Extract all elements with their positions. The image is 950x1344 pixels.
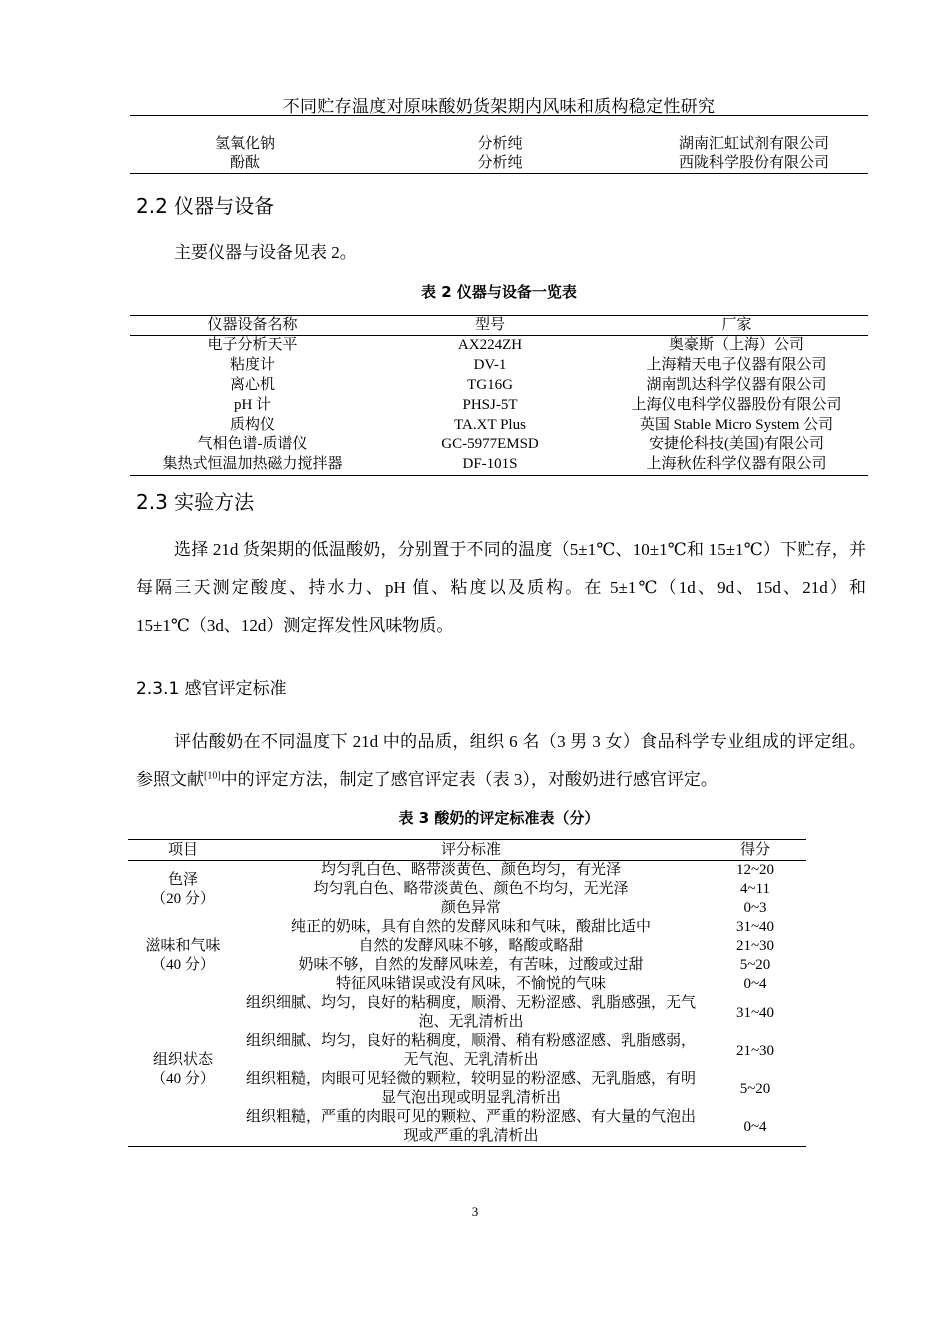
reagent-maker: 西陇科学股份有限公司: [678, 155, 829, 171]
instrument-name: 电子分析天平: [207, 337, 298, 354]
reagent-name: 酚酞: [229, 155, 260, 171]
table-row: [130, 435, 868, 455]
table-row: [130, 455, 868, 475]
instrument-model: TG16G: [467, 376, 513, 393]
reagent-grade: 分析纯: [477, 155, 523, 171]
paragraph-2-3-1: [136, 723, 866, 799]
section-heading-2-3: 2.3 实验方法: [136, 490, 255, 514]
criterion: 纯正的奶味，具有自然的发酵风味和气味，酸甜比适中: [290, 919, 651, 935]
table-row: [130, 356, 868, 376]
item-points: （40 分）: [151, 1071, 215, 1087]
criterion: 组织细腻、均匀，良好的粘稠度，顺滑、稍有粉感涩感、乳脂感弱，无气泡、无乳清析出: [245, 1033, 696, 1068]
score: 31~40: [735, 919, 775, 935]
instrument-maker: 湖南凯达科学仪器有限公司: [646, 376, 827, 393]
instrument-maker: 上海仪电科学仪器股份有限公司: [631, 396, 842, 413]
table-header-row: [130, 316, 868, 336]
paragraph-2-3: 选择 21d 货架期的低温酸奶，分别置于不同的温度（5±1℃、10±1℃和 15±1℃）下贮存，并每隔三天测定酸度、持水力、pH 值、粘度以及质构。在 5±1℃（1d、9d、15d、21d）和 15±1℃（3d、12d）测定挥发性风味物质。: [136, 540, 866, 635]
score: 21~30: [735, 938, 775, 954]
column-header: 得分: [704, 840, 806, 861]
instrument-name: 集热式恒温加热磁力搅拌器: [162, 456, 343, 473]
table2-caption: 表 2 仪器与设备一览表: [421, 283, 577, 301]
header-rule: [130, 115, 868, 116]
reagent-maker: 湖南汇虹试剂有限公司: [678, 136, 829, 152]
instrument-model: GC-5977EMSD: [441, 436, 539, 453]
score: 12~20: [735, 862, 775, 878]
item-name: 组织状态: [152, 1052, 213, 1068]
instrument-name: 粘度计: [229, 357, 275, 374]
instrument-maker: 奥豪斯（上海）公司: [668, 337, 804, 354]
score: 5~20: [739, 957, 771, 973]
criterion: 自然的发酵风味不够，略酸或略甜: [358, 938, 584, 954]
criterion: 均匀乳白色、略带淡黄色、颜色不均匀，无光泽: [313, 881, 629, 897]
score: 0~4: [743, 976, 767, 992]
instrument-maker: 上海精天电子仪器有限公司: [646, 357, 827, 374]
paragraph-text: 评估酸奶在不同温度下 21d 中的品质，组织 6 名（3 男 3 女）食品科学专业组成的评定组。参照文献: [136, 732, 866, 789]
item-name: 色泽: [167, 871, 198, 888]
table3: [128, 839, 806, 1147]
criterion: 组织粗糙，严重的肉眼可见的颗粒、严重的粉涩感、有大量的气泡出现或严重的乳清析出: [245, 1109, 696, 1144]
table-row: [130, 376, 868, 396]
instrument-maker: 安捷伦科技(美国)有限公司: [649, 436, 824, 453]
criterion: 组织细腻、均匀，良好的粘稠度，顺滑、无粉涩感、乳脂感强，无气泡、无乳清析出: [245, 995, 696, 1030]
table-row: [130, 415, 868, 435]
criterion: 组织粗糙，肉眼可见轻微的颗粒，较明显的粉涩感、无乳脂感，有明显气泡出现或明显乳清析出: [245, 1071, 696, 1106]
table-row: [128, 861, 806, 881]
column-header: 评分标准: [238, 840, 704, 861]
score: 31~40: [735, 1004, 775, 1021]
instrument-name: pH 计: [233, 396, 272, 413]
instrument-model: DV-1: [473, 357, 507, 374]
table1-continuation: [130, 135, 868, 174]
instrument-name: 离心机: [229, 376, 275, 393]
table-row: [128, 994, 806, 1032]
paragraph-text: 中的评定方法，制定了感官评定表（表 3），对酸奶进行感官评定。: [220, 770, 718, 789]
item-cell: [128, 861, 238, 919]
item-name: 滋味和气味: [145, 938, 221, 954]
item-points: （20 分）: [151, 890, 215, 907]
criterion: 特征风味错误或没有风味，不愉悦的气味: [335, 976, 606, 992]
score: 21~30: [735, 1042, 775, 1059]
reagent-grade: 分析纯: [477, 136, 523, 152]
column-header: 仪器设备名称: [130, 316, 375, 336]
section-heading-2-2: 2.2 仪器与设备: [136, 194, 275, 218]
citation-ref: [10]: [204, 770, 221, 782]
item-cell: [128, 918, 238, 994]
instrument-name: 气相色谱-质谱仪: [197, 436, 308, 453]
instrument-model: AX224ZH: [457, 337, 523, 354]
score: 4~11: [739, 881, 771, 897]
instrument-maker: 英国 Stable Micro System 公司: [639, 416, 834, 433]
table-row: [130, 395, 868, 415]
reagent-name: 氢氧化钠: [214, 136, 275, 152]
table-row: [130, 336, 868, 356]
column-header: 厂家: [605, 316, 868, 336]
instrument-name: 质构仪: [229, 416, 275, 433]
running-header: 不同贮存温度对原味酸奶货架期内风味和质构稳定性研究: [282, 97, 716, 116]
criterion: 颜色异常: [440, 900, 501, 916]
table-header-row: [128, 840, 806, 861]
page-number: 3: [471, 1204, 479, 1219]
table-row: [130, 154, 868, 174]
score: 5~20: [739, 1080, 771, 1097]
paragraph-2-2: 主要仪器与设备见表 2。: [174, 243, 357, 262]
item-cell: [128, 994, 238, 1147]
table-row: [128, 918, 806, 937]
score: 0~4: [743, 1118, 767, 1135]
table3-caption: 表 3 酸奶的评定标准表（分）: [398, 809, 600, 827]
subsection-heading-2-3-1: 2.3.1 感官评定标准: [136, 679, 287, 699]
column-header: 型号: [375, 316, 605, 336]
criterion: 奶味不够，自然的发酵风味差，有苦味，过酸或过甜: [298, 957, 644, 973]
table2: [130, 315, 868, 476]
criterion: 均匀乳白色、略带淡黄色、颜色均匀，有光泽: [320, 862, 621, 878]
instrument-maker: 上海秋佐科学仪器有限公司: [646, 456, 827, 473]
instrument-model: DF-101S: [462, 456, 518, 473]
instrument-model: TA.XT Plus: [454, 416, 526, 433]
column-header: 项目: [128, 840, 238, 861]
table-row: [130, 135, 868, 154]
item-points: （40 分）: [151, 957, 215, 973]
instrument-model: PHSJ-5T: [462, 396, 518, 413]
score: 0~3: [743, 900, 767, 916]
